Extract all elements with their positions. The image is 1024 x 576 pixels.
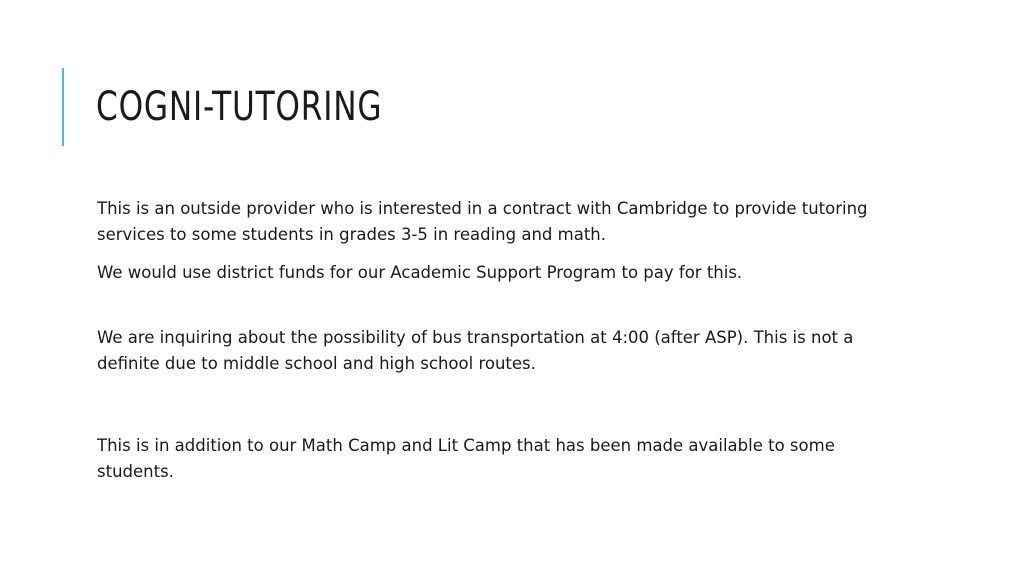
paragraph-camps: This is in addition to our Math Camp and Lit Camp that has been made available to some students. <box>97 436 835 481</box>
paragraph-transportation: We are inquiring about the possibility of bus transportation at 4:00 (after ASP). This is not a definite due to middle school and high school routes. <box>97 328 854 373</box>
paragraph-funding: We would use district funds for our Academic Support Program to pay for this. <box>97 263 743 282</box>
slide-title: COGNI-TUTORING <box>96 84 383 130</box>
slide-body <box>97 196 897 485</box>
title-accent-bar <box>62 68 64 146</box>
paragraph-provider: This is an outside provider who is interested in a contract with Cambridge to provide tutoring services to some students in grades 3-5 in reading and math. <box>97 199 868 244</box>
